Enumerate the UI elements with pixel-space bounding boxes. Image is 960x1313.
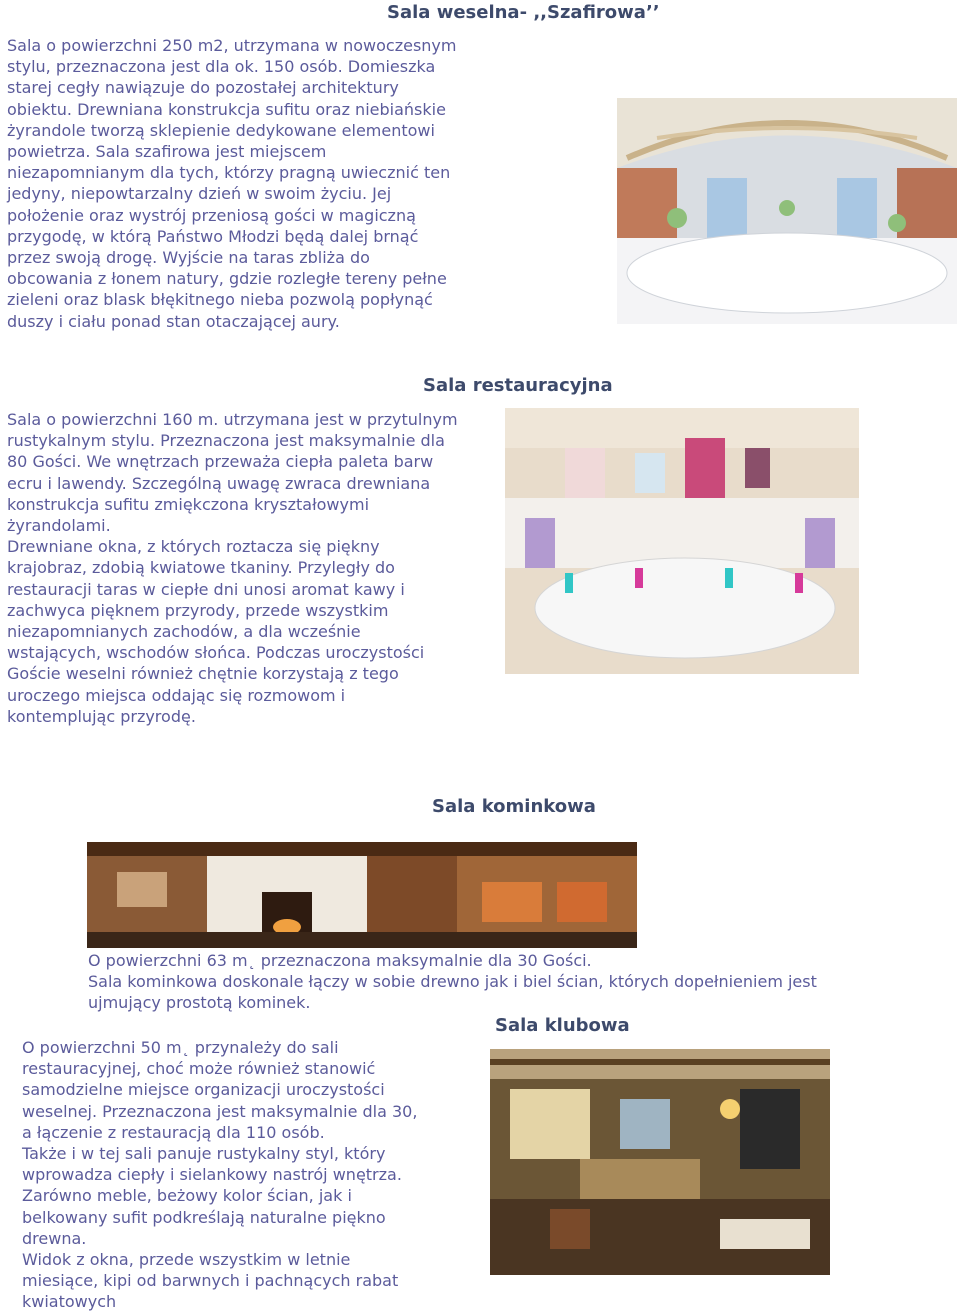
text-line: Także i w tej sali panuje rustykalny styl, który [22, 1144, 386, 1164]
text-line: niezapomnianych zachodów, a dla wcześnie [7, 622, 361, 642]
text-line: O powierzchni 50 m˛ przynależy do sali [22, 1038, 339, 1057]
text-line: Drewniane okna, z których roztacza się piękny [7, 537, 380, 557]
title-kominkowa: Sala kominkowa [432, 796, 596, 817]
text-line: jedyny, niepowtarzalny dzień w swoim życiu. Jej [7, 184, 392, 204]
text-kominkowa [88, 950, 817, 1014]
photo-sala-restauracyjna [505, 408, 859, 674]
text-line: przez swoją drogę. Wyjście na taras zbliża do [7, 248, 370, 268]
text-line: krajobraz, zdobią kwiatowe tkaniny. Przyległy do [7, 558, 395, 578]
text-line: stylu, przeznaczona jest dla ok. 150 osób. Domieszka [7, 57, 436, 77]
text-line: Sala kominkowa doskonale łączy w sobie drewno jak i biel ścian, których dopełnieniem jest [88, 972, 817, 992]
text-line: a łączenie z restauracją dla 110 osób. [22, 1122, 325, 1142]
text-line: Zarówno meble, beżowy kolor ścian, jak i [22, 1186, 352, 1206]
text-line: drewna. [22, 1228, 87, 1248]
text-line: rustykalnym stylu. Przeznaczona jest maksymalnie dla [7, 431, 445, 451]
text-line: ujmujący prostotą kominek. [88, 993, 311, 1013]
text-line: O powierzchni 63 m˛ przeznaczona maksymalnie dla 30 Gości. [88, 951, 592, 970]
text-line: miesiące, kipi od barwnych i pachnących rabat [22, 1271, 399, 1291]
title-szafirowa: Sala weselna- ,,Szafirowa’’ [387, 2, 660, 23]
text-line: obcowania z łonem natury, gdzie rozległe tereny pełne [7, 269, 447, 289]
text-line: starej cegły nawiązuje do pozostałej architektury [7, 78, 399, 98]
photo-sala-szafirowa [617, 98, 957, 324]
text-line: zachwyca pięknem przyrody, przede wszystkim [7, 600, 389, 620]
text-line: Sala o powierzchni 160 m. utrzymana jest w przytulnym [7, 410, 458, 429]
text-line: niezapomnianym dla tych, którzy pragną uwiecznić ten [7, 163, 451, 183]
text-line: żyrandole tworzą sklepienie dedykowane elementowi [7, 120, 435, 140]
text-line: Sala o powierzchni 250 m2, utrzymana w nowoczesnym [7, 36, 457, 55]
text-szafirowa [7, 35, 456, 332]
text-line: ecru i lawendy. Szczególną uwagę zwraca drewniana [7, 473, 431, 493]
text-line: restauracyjnej, choć może również stanowić [22, 1059, 376, 1079]
text-line: Widok z okna, przede wszystkim w letnie [22, 1250, 351, 1270]
photo-sala-klubowa [490, 1049, 830, 1275]
text-line: samodzielne miejsce organizacji uroczystości [22, 1080, 385, 1100]
text-line: 80 Gości. We wnętrzach przeważa ciepła paleta barw [7, 452, 434, 472]
text-line: duszy i ciału ponad stan otaczającej aury. [7, 311, 340, 331]
text-line: weselnej. Przeznaczona jest maksymalnie dla 30, [22, 1101, 418, 1121]
text-line: wstających, wschodów słońca. Podczas uroczystości [7, 643, 425, 663]
text-line: przygodę, w którą Państwo Młodzi będą dalej brnąć [7, 226, 419, 246]
text-restauracyjna [7, 409, 458, 727]
text-klubowa [22, 1037, 417, 1313]
photo-sala-kominkowa [87, 842, 637, 948]
text-line: konstrukcja sufitu zmiękczona kryształowymi [7, 494, 370, 514]
title-klubowa: Sala klubowa [495, 1015, 630, 1036]
text-line: Goście weselni również chętnie korzystają z tego [7, 664, 399, 684]
text-line: restauracji taras w ciepłe dni unosi aromat kawy i [7, 579, 405, 599]
text-line: kwiatowych [22, 1292, 117, 1312]
text-line: wprowadza ciepły i sielankowy nastrój wnętrza. [22, 1165, 402, 1185]
text-line: położenie oraz wystrój przeniosą gości w magiczną [7, 205, 416, 225]
title-restauracyjna: Sala restauracyjna [423, 375, 613, 396]
text-line: żyrandolami. [7, 516, 111, 536]
text-line: uroczego miejsca oddając się rozmowom i [7, 685, 346, 705]
text-line: kontemplując przyrodę. [7, 706, 196, 726]
text-line: belkowany sufit podkreślają naturalne piękno [22, 1207, 386, 1227]
text-line: obiektu. Drewniana konstrukcja sufitu oraz niebiańskie [7, 99, 446, 119]
text-line: powietrza. Sala szafirowa jest miejscem [7, 142, 327, 162]
text-line: zieleni oraz blask błękitnego nieba pozwolą popłynąć [7, 290, 433, 310]
